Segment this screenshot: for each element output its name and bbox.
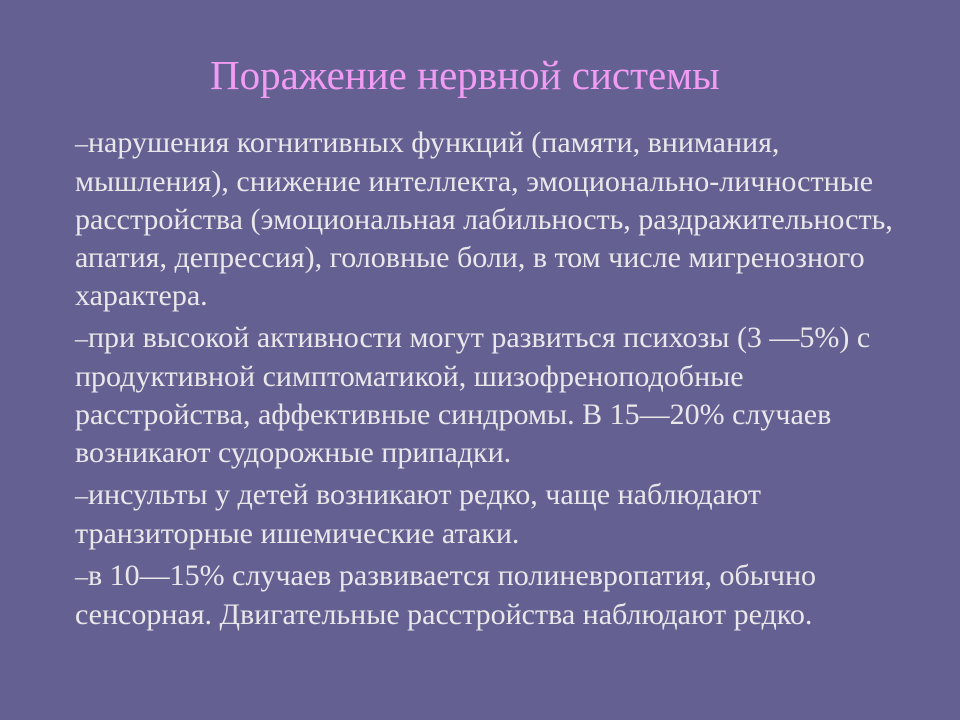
bullet-item-stroke <box>75 476 905 553</box>
bullet-text: при высокой активности могут развиться психозы (3 —5%) с продуктивной симптоматикой, шизофреноподобные расстройства, аффективные синдромы. В 15—20% случаев возникают судорожные припадки. <box>75 321 871 469</box>
bullet-list <box>75 124 905 638</box>
bullet-marker: – <box>75 481 88 510</box>
bullet-text: в 10—15% случаев развивается полиневропатия, обычно сенсорная. Двигательные расстройства наблюдают редко. <box>75 559 817 631</box>
bullet-marker: – <box>75 562 88 591</box>
bullet-item-psychosis <box>75 319 905 472</box>
bullet-text: инсульты у детей возникают редко, чаще наблюдают транзиторные ишемические атаки. <box>75 478 762 550</box>
slide-title: Поражение нервной системы <box>210 52 720 98</box>
bullet-text: нарушения когнитивных функций (памяти, внимания, мышления), снижение интеллекта, эмоционально-личностные расстройства (эмоциональная лабильность, раздражительность, апатия, депрессия), головные боли, в том числе мигренозного характера. <box>75 126 893 312</box>
bullet-marker: – <box>75 324 88 353</box>
bullet-item-cognitive <box>75 124 905 315</box>
bullet-item-polyneuropathy <box>75 557 905 634</box>
bullet-marker: – <box>75 129 88 158</box>
